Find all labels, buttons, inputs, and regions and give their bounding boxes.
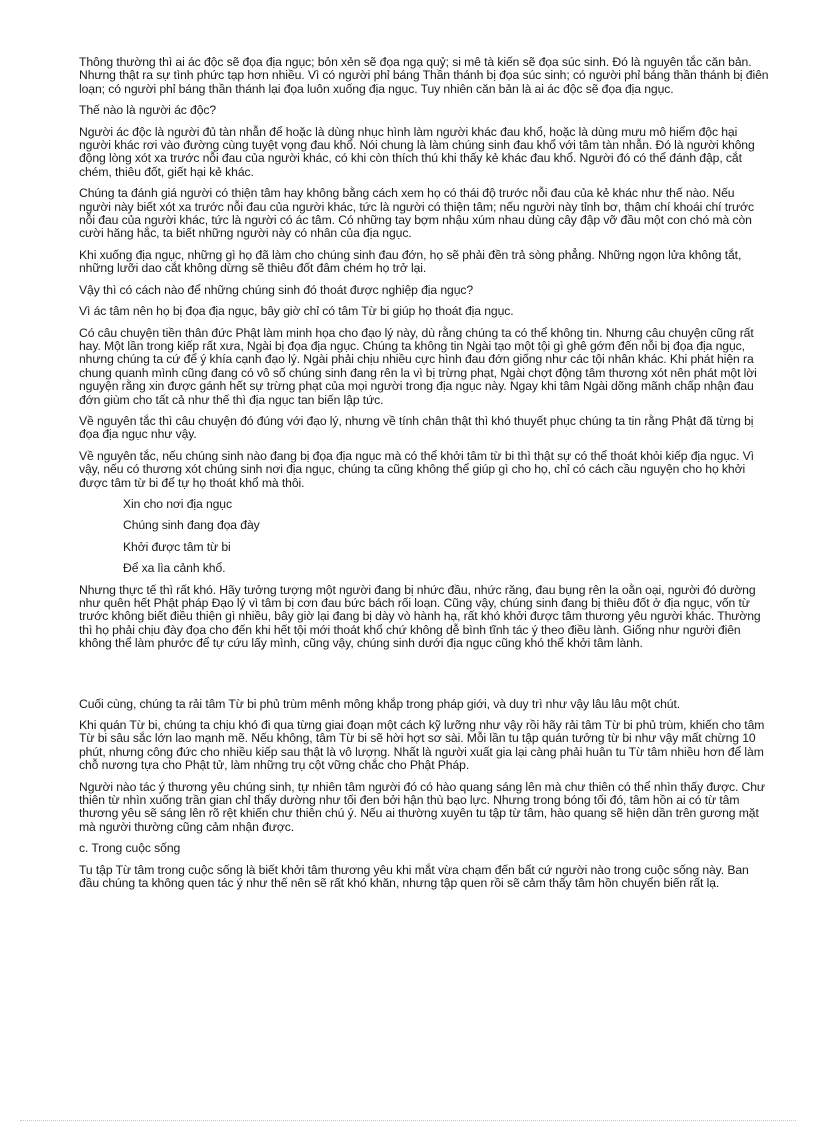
document-body: [79, 56, 769, 899]
paragraph-9: Về nguyên tắc thì câu chuyện đó đúng với đạo lý, nhưng về tính chân thật thì khó thuyết phục chúng ta tin rằng Phật đã từng bị đọa địa ngục như vậy.: [79, 413, 754, 442]
paragraph-16: Tu tập Từ tâm trong cuộc sống là biết khởi tâm thương yêu khi mắt vừa chạm đến bất cứ người nào trong cuộc sống này. Ban đầu chúng ta không quen tác ý như thế nên sẽ rất khó khăn, nhưng tập quen rồi sẽ cảm thấy tâm hồn chuyển biến rất lạ.: [79, 862, 749, 891]
section-heading-in-life: c. Trong cuộc sống: [79, 841, 181, 856]
paragraph-10: Về nguyên tắc, nếu chúng sinh nào đang bị đọa địa ngục mà có thể khởi tâm từ bi thì thật sự có thể thoát khỏi kiếp địa ngục. Vì vậy, nếu có thương xót chúng sinh nơi địa ngục, chúng ta cũng không thể giúp gì cho họ, chỉ có cách cầu nguyện cho họ khởi được tâm từ bi để tự họ thoát khổ mà thôi.: [79, 448, 754, 490]
paragraph-8: Có câu chuyện tiền thân đức Phật làm minh họa cho đạo lý này, dù rằng chúng ta có thể không tin. Nhưng câu chuyện cũng rất hay. Một lần trong kiếp rất xưa, Ngài bị đọa địa ngục. Chúng ta không tin Ngài tạo một tội gì ghê gớm đến nỗi bị đọa địa ngục, nhưng chúng ta cứ để ý khía cạnh đạo lý. Ngài phải chịu nhiều cực hình đau đớn giống như các tội nhân khác. Khi phát hiện ra chung quanh mình cũng đang có vô số chúng sinh đang rên la vì bị trừng phạt, Ngài chợt động tâm thương xót nên phát một lời nguyện rằng xin được gánh hết sự trừng phạt của mọi người trong địa ngục này. Ngay khi tâm Ngài dõng mãnh chấp nhận đau đớn giùm cho tất cả như thế thì địa ngục tan biến lập tức.: [79, 325, 757, 407]
verse-line-4: Để xa lìa cảnh khổ.: [123, 561, 226, 576]
verse-line-1: Xin cho nơi địa ngục: [123, 496, 232, 511]
paragraph-3: Người ác độc là người đủ tàn nhẫn để hoặc là dùng nhục hình làm người khác đau khổ, hoặc là dùng mưu mô hiểm độc hại người khác rơi vào đường cùng tuyệt vọng đau khổ. Nói chung là làm chúng sinh đau khổ với tâm tàn nhẫn. Đó là người không động lòng xót xa trước nỗi đau của người khác, có khi còn thích thú khi thấy kẻ khác đau khổ. Người đó có thể đánh đập, cắt chém, thiêu đốt, giết hại kẻ khác.: [79, 124, 755, 179]
paragraph-14: Người nào tác ý thương yêu chúng sinh, tự nhiên tâm người đó có hào quang sáng lên mà chư thiên có thể nhìn thấy được. Chư thiên từ nhìn xuống trần gian chỉ thấy dường như tối đen bởi hận thù bạo lực. Nhưng trong bóng tối đó, tâm hồn ai có từ tâm thương yêu sẽ sáng lên rõ rệt khiến chư thiên chú ý. Nếu ai thường xuyên tu tập từ tâm, hào quang sẽ hiện dần trên gương mặt mà người thường cũng cảm nhận được.: [79, 779, 765, 834]
paragraph-7: Vì ác tâm nên họ bị đọa địa ngục, bây giờ chỉ có tâm Từ bi giúp họ thoát địa ngục.: [79, 304, 514, 319]
paragraph-5: Khi xuống địa ngục, những gì họ đã làm cho chúng sinh đau đớn, họ sẽ phải đền trả sòng phẳng. Những ngọn lửa không tắt, những lưỡi dao cắt không dừng sẽ thiêu đốt đâm chém họ trở lại.: [79, 247, 742, 276]
paragraph-question-evil: Thế nào là người ác độc?: [79, 103, 217, 118]
paragraph-11: Nhưng thực tế thì rất khó. Hãy tưởng tượng một người đang bị nhức đầu, nhức răng, đau bụng rên la oằn oại, người đó dường như quên hết Phật pháp Đạo lý vì tâm bị cơn đau bức bách rối loạn. Cũng vậy, chúng sinh đang bị thiêu đốt ở địa ngục, vốn từ trước không biết điều thiện gì nhiều, bây giờ lại đang bị dày vò hành hạ, rất khó khởi được tâm thương yêu người khác. Thường thì họ phải chịu đày đọa cho đến khi hết tội mới thoát khổ chứ không dễ bình tĩnh tác ý theo điều lành. Giống như người điên không thể làm phước để tự cứu lấy mình, cũng vậy, chúng sinh dưới địa ngục cũng khó thể khởi tâm lành.: [79, 582, 761, 651]
page-bottom-border: [20, 1120, 796, 1121]
verse-line-2: Chúng sinh đang đọa đày: [123, 518, 260, 533]
paragraph-1: Thông thường thì ai ác độc sẽ đọa địa ngục; bỏn xẻn sẽ đọa ngạ quỷ; si mê tà kiến sẽ đọa súc sinh. Đó là nguyên tắc căn bản. Nhưng thật ra sự tình phức tạp hơn nhiều. Vì có người phỉ báng Thần thánh bị đọa súc sinh; có người phỉ báng thần thánh bị điên loạn; có người phỉ báng thần thánh lại đọa luôn xuống địa ngục. Tuy nhiên căn bản là ai ác độc sẽ đọa địa ngục.: [79, 55, 769, 96]
paragraph-13: Khi quán Từ bi, chúng ta chịu khó đi qua từng giai đoạn một cách kỹ lưỡng như vậy rồi hãy rải tâm Từ bi phủ trùm, khiến cho tâm Từ bi sâu sắc lớn lao mạnh mẽ. Nếu không, tâm Từ bi sẽ hời hợt sơ sài. Mỗi lần tu tập quán tưởng từ bi như vậy mất chừng 10 phút, nhưng công đức cho nhiều kiếp sau thật là vô lượng. Nhất là người xuất gia lại càng phải huân tu Từ tâm nhiều hơn để làm chỗ nương tựa cho Phật tử, làm những trụ cột vững chắc cho Phật Pháp.: [79, 718, 765, 773]
paragraph-question-escape: Vậy thì có cách nào để những chúng sinh đó thoát được nghiệp địa ngục?: [79, 282, 474, 297]
paragraph-12: Cuối cùng, chúng ta rải tâm Từ bi phủ trùm mênh mông khắp trong pháp giới, và duy trì như vậy lâu lâu một chút.: [79, 696, 681, 711]
paragraph-4: Chúng ta đánh giá người có thiện tâm hay không bằng cách xem họ có thái độ trước nỗi đau của kẻ khác như thế nào. Nếu người này biết xót xa trước nỗi đau của người khác, tức là người có thiện tâm; nếu người này tỉnh bơ, thậm chí khoái chí trước nỗi đau của người khác, tức là người có ác tâm. Có những tay bợm nhậu xúm nhau dùng cây đập vỡ đầu một con chó mà còn cười hăng hắc, ta biết những người này có nhân của địa ngục.: [79, 186, 754, 241]
blank-space: [79, 659, 769, 698]
verse-line-3: Khởi được tâm từ bi: [123, 539, 231, 554]
